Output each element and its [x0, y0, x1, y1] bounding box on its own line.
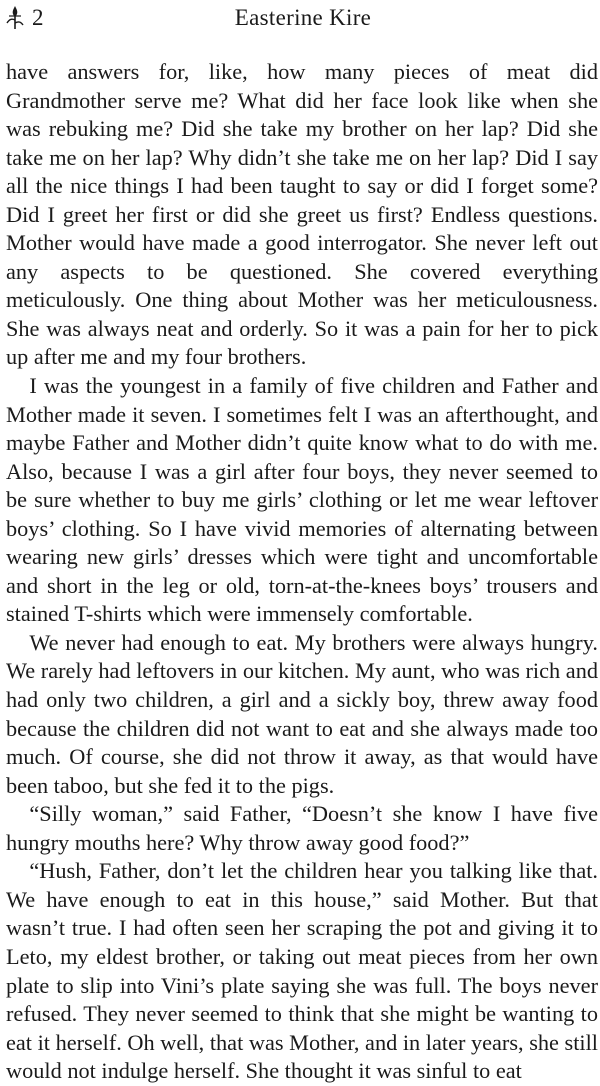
page-header: [6, 4, 600, 38]
paragraph-3: We never had enough to eat. My brothers were always hungry. We rarely had leftovers in our kitchen. My aunt, who was rich and had only two children, a girl and a sickly boy, threw away food because the children did not want to eat and she always made too much. Of course, she did not throw it away, as that would have been taboo, but she fed it to the pigs.: [6, 629, 598, 798]
paragraph-4: “Silly woman,” said Father, “Doesn’t she know I have five hungry mouths here? Why throw away good food?”: [6, 801, 598, 855]
page-number: 2: [32, 5, 44, 30]
body-text: [6, 58, 598, 1086]
paragraph-5: “Hush, Father, don’t let the children hear you talking like that. We have enough to eat in this house,” said Mother. But that wasn’t true. I had often seen her scraping the pot and giving it to Leto, my eldest brother, or taking out meat pieces from her own plate to slip into Vini’s plate saying she was full. The boys never refused. They never seemed to think that she might be wanting to eat it herself. Oh well, that was Mother, and in later years, she still would not indulge herself. She thought it was sinful to eat: [6, 858, 598, 1084]
paragraph-2: I was the youngest in a family of five children and Father and Mother made it seven. I sometimes felt I was an afterthought, and maybe Father and Mother didn’t quite know what to do with me. Also, because I was a girl after four boys, they never seemed to be sure whether to buy me girls’ clothing or let me wear leftover boys’ clothing. So I have vivid memories of alternating between wearing new girls’ dresses which were tight and uncomfortable and short in the leg or old, torn-at-the-knees boys’ trousers and stained T-shirts which were immensely comfortable.: [6, 373, 598, 627]
paragraph-1: have answers for, like, how many pieces of meat did Grandmother serve me? What did her face look like when she was rebuking me? Did she take my brother on her lap? Did she take me on her lap? Why didn’t she take me on her lap? Did I say all the nice things I had been taught to say or did I forget some? Did I greet her first or did she greet us first? Endless questions. Mother would have made a good interrogator. She never left out any aspects to be questioned. She covered everything meticulously. One thing about Mother was her meticulousness. She was always neat and orderly. So it was a pain for her to pick up after me and my four brothers.: [6, 59, 598, 370]
running-head: Easterine Kire: [234, 5, 372, 30]
